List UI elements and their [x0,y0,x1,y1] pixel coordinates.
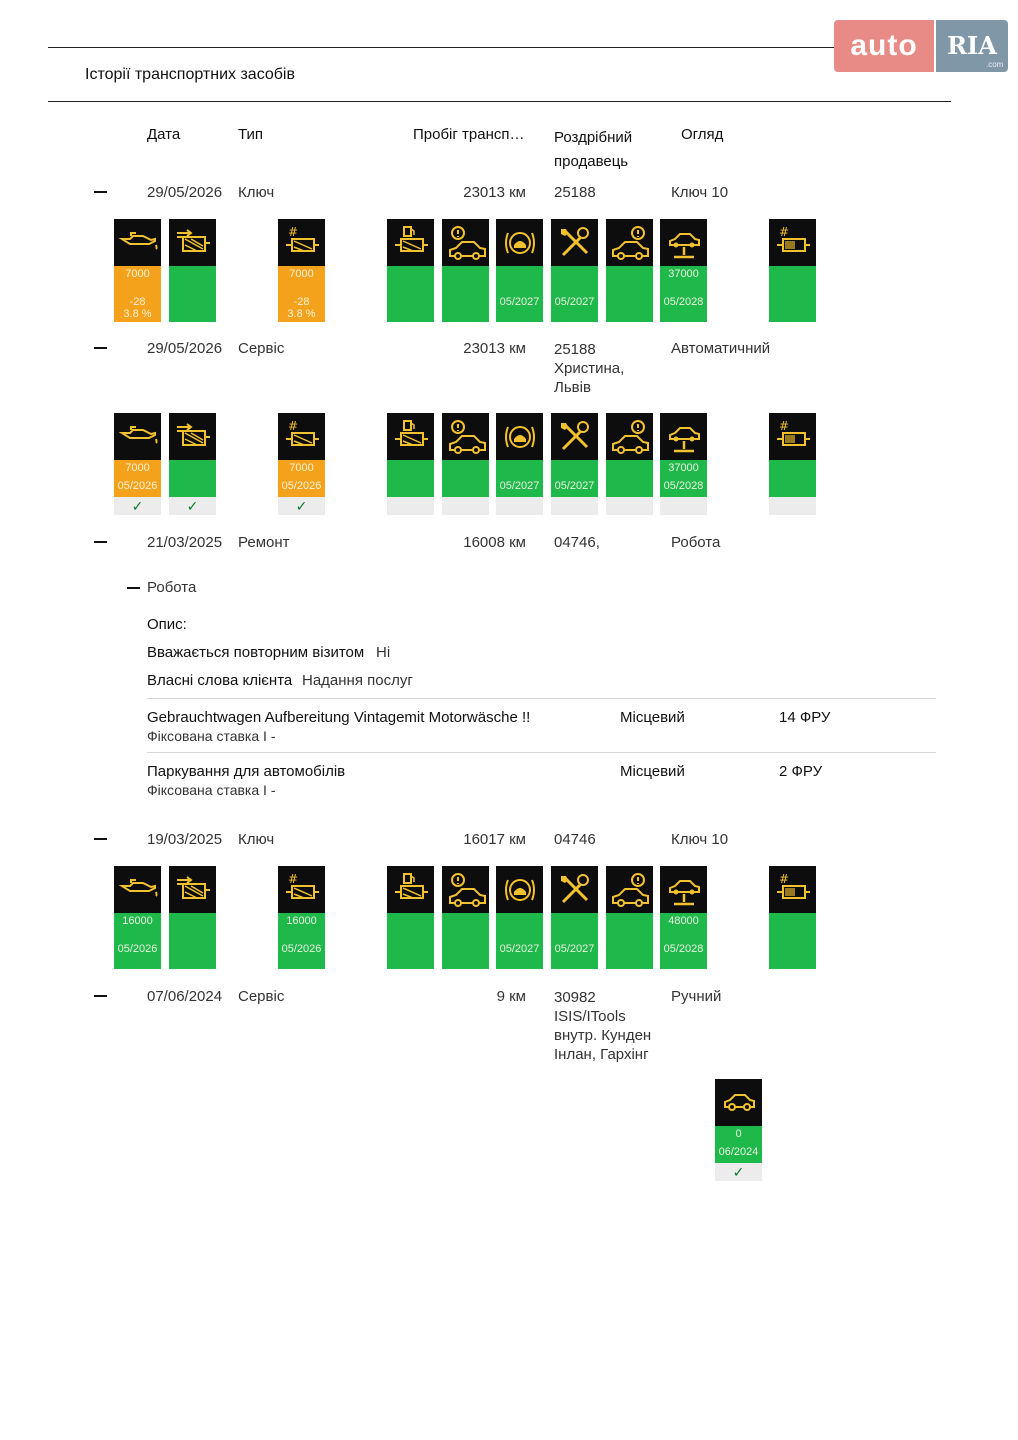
particle-filter-icon [278,413,325,460]
repair-collapse-toggle[interactable] [127,587,140,589]
oil-can-icon [114,413,161,460]
check-icon [387,497,434,515]
tile-status [551,460,598,497]
tile-status [551,913,598,969]
autoria-logo [834,20,934,72]
tile-status [496,460,543,497]
tile-status [496,266,543,322]
collapse-toggle[interactable] [94,838,107,840]
tile-status [114,266,161,322]
service-tile [769,413,816,515]
logo-suffix: .com [986,60,1004,69]
entry-retailer: 04746 [554,831,596,848]
service-tile [606,866,653,969]
entry-mileage: 16017 км [463,831,526,848]
service-tile [169,866,216,969]
service-tile [387,413,434,515]
entry-mileage: 23013 км [463,340,526,357]
service-tile [278,866,325,969]
tile-status [114,460,161,497]
tile-status [442,460,489,497]
tile-due: 05/2028 [663,943,704,955]
tile-due: 05/2027 [554,943,595,955]
service-tile [442,413,489,515]
entry-type: Сервіс [238,988,285,1005]
service-tile [496,413,543,515]
entry-retailer: 25188 Христина, Львів [554,341,625,396]
brake-fluid-icon [496,413,543,460]
title-divider [48,101,951,102]
repair-item-rate: Фіксована ставка I - [147,782,276,798]
tile-status [442,266,489,322]
tile-status [660,460,707,497]
service-tile [442,219,489,322]
car-lift-icon [660,219,707,266]
service-tile [114,866,161,969]
check-icon [606,497,653,515]
svg-text:#: # [287,871,298,886]
service-tile [715,1079,762,1181]
service-tile [114,219,161,322]
entry-review: Автоматичний [671,340,771,357]
car-lift-icon [660,413,707,460]
oil-can-icon [114,866,161,913]
check-icon [442,497,489,515]
brake-fluid-icon [496,219,543,266]
repair-item-name: Паркування для автомобілів [147,763,346,780]
car-service-icon [606,219,653,266]
air-filter-icon [169,413,216,460]
entry-date: 07/06/2024 [147,988,223,1005]
entry-review: Ручний [671,988,722,1005]
service-tile [660,413,707,515]
entry-review: Ключ 10 [671,184,729,201]
tile-status [660,913,707,969]
check-icon [660,497,707,515]
tile-status [278,460,325,497]
tile-due: 05/2027 [499,480,540,492]
fuel-filter-icon [387,413,434,460]
tile-status [387,460,434,497]
tile-due: 05/2027 [499,943,540,955]
tile-due: 05/2027 [554,480,595,492]
service-tile [169,413,216,515]
check-icon [551,497,598,515]
brake-fluid-icon [496,866,543,913]
tile-status [278,913,325,969]
tile-status [169,460,216,497]
particle-filter-icon [278,219,325,266]
customer-words-label: Власні слова клієнта [147,672,293,689]
tile-status [551,266,598,322]
description-label: Опис: [147,616,187,633]
service-tile [769,866,816,969]
battery-filter-icon [769,413,816,460]
entry-retailer: 30982 ISIS/ITools внутр. Кунден Інлан, Гархінг [554,989,652,1063]
column-header-date: Дата [147,126,181,143]
service-tile [496,219,543,322]
fuel-filter-icon [387,219,434,266]
entry-type: Ремонт [238,534,290,551]
car-warning-icon [442,413,489,460]
tile-status [769,913,816,969]
svg-text:#: # [778,871,789,886]
tile-status [387,266,434,322]
air-filter-icon [169,219,216,266]
tile-interval: 7000 [289,268,314,280]
column-header-mileage: Пробіг трансп… [413,126,525,143]
check-icon: ✓ [278,497,325,515]
tile-interval: 0 [735,1128,742,1140]
column-header-retailer: Роздрібний продавець [554,129,633,170]
page-title: Історії транспортних засобів [85,66,295,83]
service-tile [660,866,707,969]
svg-text:#: # [287,418,298,433]
entry-date: 21/03/2025 [147,534,223,551]
service-tile [606,219,653,322]
logo-auto-text: auto [850,29,918,62]
service-tile [769,219,816,322]
tile-due: 05/2028 [663,296,704,308]
check-icon [769,497,816,515]
fuel-filter-icon [387,866,434,913]
check-icon: ✓ [169,497,216,515]
tile-due: 05/2028 [663,480,704,492]
tile-due: 05/2026 [117,480,158,492]
tile-due: 05/2027 [554,296,595,308]
repair-item-amount: 14 ФРУ [779,709,831,726]
battery-filter-icon [769,219,816,266]
tile-due: 06/2024 [718,1146,759,1158]
car-warning-icon [442,219,489,266]
svg-text:#: # [778,418,789,433]
service-tile [551,413,598,515]
service-tile [114,413,161,515]
tile-status [496,913,543,969]
entry-mileage: 9 км [496,988,526,1005]
tile-status [769,266,816,322]
car-warning-icon [442,866,489,913]
tile-interval: 7000 [125,462,150,474]
service-tile [278,219,325,322]
tile-status [387,913,434,969]
tile-status [715,1126,762,1163]
tile-status [278,266,325,322]
check-icon: ✓ [715,1163,762,1181]
tile-status [606,266,653,322]
tile-due: 05/2026 [281,943,322,955]
entry-date: 29/05/2026 [147,340,223,357]
tools-icon [551,866,598,913]
tools-icon [551,219,598,266]
tile-due: -28 3.8 % [123,296,152,320]
entry-retailer: 04746, [554,534,600,551]
service-tile [387,866,434,969]
tile-status [606,460,653,497]
entry-date: 19/03/2025 [147,831,223,848]
service-tile [387,219,434,322]
check-icon [496,497,543,515]
entry-type: Ключ [238,831,275,848]
repeat-visit-value: Ні [376,644,391,661]
check-icon: ✓ [114,497,161,515]
tile-interval: 37000 [668,268,699,280]
tile-interval: 7000 [289,462,314,474]
collapse-toggle[interactable] [94,995,107,997]
tile-status [169,913,216,969]
tile-status [660,266,707,322]
entry-retailer: 25188 [554,184,596,201]
entry-type: Ключ [238,184,275,201]
service-tile [551,866,598,969]
tile-status [442,913,489,969]
collapse-toggle[interactable] [94,541,107,543]
logo-ria-text: RIA [947,31,997,60]
tile-due: 05/2026 [117,943,158,955]
car-service-icon [606,866,653,913]
tile-interval: 16000 [122,915,153,927]
repair-item-scope: Місцевий [620,709,685,726]
tile-status [769,460,816,497]
collapse-toggle[interactable] [94,191,107,193]
entry-mileage: 16008 км [463,534,526,551]
repair-item-name: Gebrauchtwagen Aufbereitung Vintagemit Motorwäsche !! [147,709,531,726]
service-tile [278,413,325,515]
entry-review: Робота [671,534,721,551]
air-filter-icon [169,866,216,913]
repair-section-label: Робота [147,579,197,596]
entry-mileage: 23013 км [463,184,526,201]
tile-status [606,913,653,969]
tile-interval: 48000 [668,915,699,927]
service-tile [169,219,216,322]
car-icon [715,1079,762,1126]
service-tile [496,866,543,969]
row-divider [147,698,936,699]
column-header-type: Тип [238,126,264,143]
repair-item-amount: 2 ФРУ [779,763,823,780]
row-divider [147,752,936,753]
svg-text:#: # [287,224,298,239]
oil-can-icon [114,219,161,266]
car-service-icon [606,413,653,460]
service-tile [442,866,489,969]
tile-due: 05/2026 [281,480,322,492]
service-tile [606,413,653,515]
tile-status [169,266,216,322]
entry-date: 29/05/2026 [147,184,223,201]
collapse-toggle[interactable] [94,347,107,349]
tile-interval: 7000 [125,268,150,280]
tile-interval: 37000 [668,462,699,474]
repeat-visit-label: Вважається повторним візитом [147,644,365,661]
particle-filter-icon [278,866,325,913]
customer-words-value: Надання послуг [302,672,413,689]
repair-item-rate: Фіксована ставка I - [147,728,276,744]
svg-text:#: # [778,224,789,239]
battery-filter-icon [769,866,816,913]
tile-due: -28 3.8 % [287,296,316,320]
tile-due: 05/2027 [499,296,540,308]
tile-status [114,913,161,969]
service-tile [660,219,707,322]
service-tile [551,219,598,322]
car-lift-icon [660,866,707,913]
entry-review: Ключ 10 [671,831,729,848]
tile-interval: 16000 [286,915,317,927]
column-header-review: Огляд [681,126,724,143]
tools-icon [551,413,598,460]
entry-type: Сервіс [238,340,285,357]
repair-item-scope: Місцевий [620,763,685,780]
top-divider [48,47,834,48]
